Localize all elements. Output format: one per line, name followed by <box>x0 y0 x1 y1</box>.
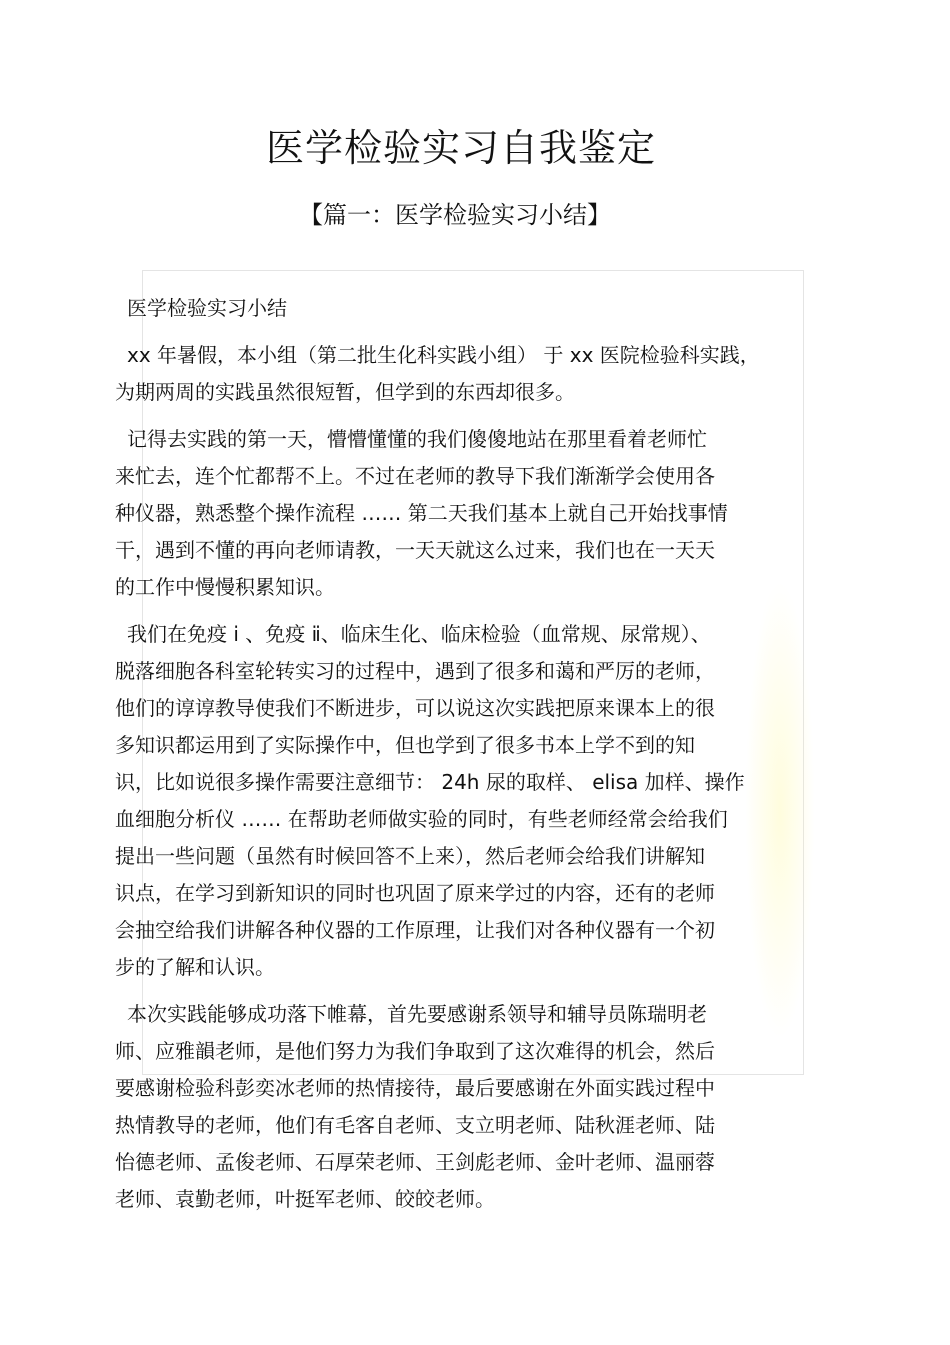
paragraph-line: 怡德老师、孟俊老师、石厚荣老师、王剑彪老师、金叶老师、温丽蓉 <box>115 1150 715 1174</box>
paragraph-4 <box>115 996 835 1218</box>
paragraph-line: 本次实践能够成功落下帷幕，首先要感谢系领导和辅导员陈瑞明老 <box>127 1002 707 1026</box>
paragraph-line: 热情教导的老师，他们有毛客自老师、支立明老师、陆秋涯老师、陆 <box>115 1113 715 1137</box>
paragraph-line: 要感谢检验科彭奕冰老师的热情接待，最后要感谢在外面实践过程中 <box>115 1076 715 1100</box>
paragraph-2 <box>115 421 835 606</box>
paragraph-line: 的工作中慢慢积累知识。 <box>115 575 335 599</box>
section-heading: 【篇一：医学检验实习小结】 <box>299 201 611 229</box>
body-text <box>115 290 835 1218</box>
paragraph-line: 师、应雅韻老师，是他们努力为我们争取到了这次难得的机会，然后 <box>115 1039 715 1063</box>
paragraph-line: 脱落细胞各科室轮转实习的过程中，遇到了很多和蔼和严厉的老师， <box>115 659 715 683</box>
paragraph-line: 记得去实践的第一天，懵懵懂懂的我们傻傻地站在那里看着老师忙 <box>127 427 707 451</box>
paragraph-line: 血细胞分析仪 …… 在帮助老师做实验的同时，有些老师经常会给我们 <box>115 807 728 831</box>
paragraph-line: 他们的谆谆教导使我们不断进步，可以说这次实践把原来课本上的很 <box>115 696 715 720</box>
paragraph-1 <box>115 337 835 411</box>
paragraph-line: 识点，在学习到新知识的同时也巩固了原来学过的内容，还有的老师 <box>115 881 715 905</box>
paragraph-line: 多知识都运用到了实际操作中，但也学到了很多书本上学不到的知 <box>115 733 695 757</box>
paragraph-line: 为期两周的实践虽然很短暂，但学到的东西却很多。 <box>115 380 575 404</box>
paragraph-line: 来忙去，连个忙都帮不上。不过在老师的教导下我们渐渐学会使用各 <box>115 464 715 488</box>
paragraph-line: 我们在免疫 ⅰ 、免疫 ⅱ、临床生化、临床检验（血常规、尿常规）、 <box>127 622 711 646</box>
paragraph-3 <box>115 616 835 986</box>
paragraph-line: xx 年暑假，本小组（第二批生化科实践小组） 于 xx 医院检验科实践， <box>127 343 760 367</box>
paragraph-line: 干，遇到不懂的再向老师请教，一天天就这么过来，我们也在一天天 <box>115 538 715 562</box>
paragraph-line: 种仪器，熟悉整个操作流程 …… 第二天我们基本上就自己开始找事情 <box>115 501 728 525</box>
paragraph-line: 提出一些问题（虽然有时候回答不上来），然后老师会给我们讲解知 <box>115 844 705 868</box>
page-title: 医学检验实习自我鉴定 <box>265 126 656 170</box>
subheading: 医学检验实习小结 <box>127 296 287 320</box>
paragraph-line: 识，比如说很多操作需要注意细节： 24h 尿的取样、 elisa 加样、操作 <box>115 770 745 794</box>
paragraph-line: 老师、袁勤老师，叶挺军老师、皎皎老师。 <box>115 1187 495 1211</box>
paragraph-line: 会抽空给我们讲解各种仪器的工作原理，让我们对各种仪器有一个初 <box>115 918 715 942</box>
paragraph-line: 步的了解和认识。 <box>115 955 275 979</box>
